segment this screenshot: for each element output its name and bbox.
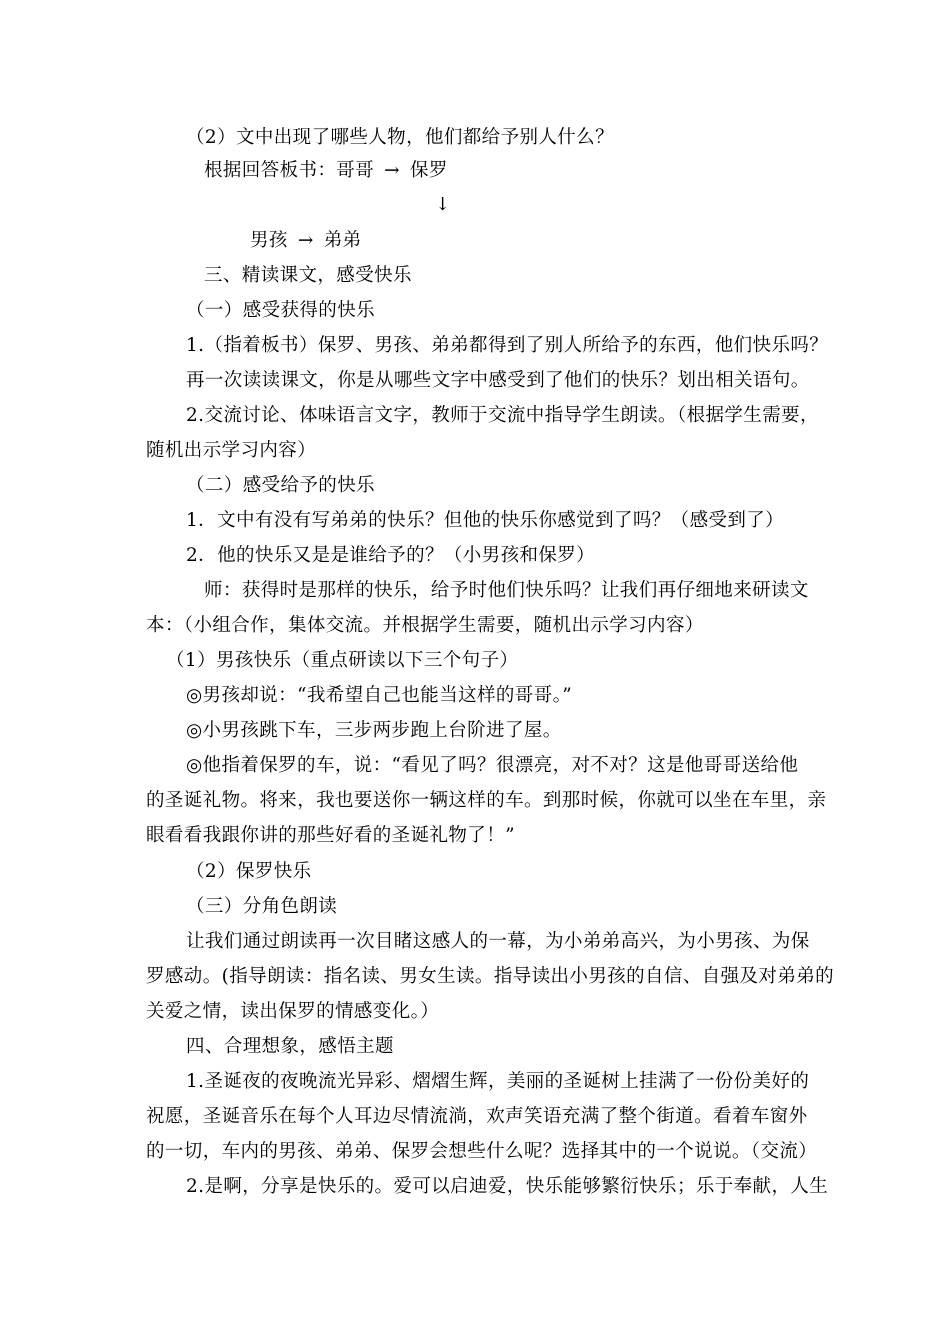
blackboard-line-2	[250, 229, 362, 253]
paragraph-line: 祝愿，圣诞音乐在每个人耳边尽情流淌，欢声笑语充满了整个街道。看着车窗外	[146, 1106, 808, 1127]
paragraph-line: 本：（小组合作，集体交流。并根据学生需要，随机出示学习内容）	[146, 615, 704, 636]
paragraph-line: 1．文中有没有写弟弟的快乐？但他的快乐你感觉到了吗？（感受到了）	[186, 510, 785, 531]
paragraph-line: 1.圣诞夜的夜晚流光异彩、熠熠生辉，美丽的圣诞树上挂满了一份份美好的	[186, 1071, 810, 1092]
blackboard-label: 根据回答板书：哥哥	[204, 160, 375, 181]
paragraph-line: 2.是啊，分享是快乐的。爱可以启迪爱，快乐能够繁衍快乐；乐于奉献，人生	[186, 1176, 829, 1197]
down-arrow-icon: ↓	[435, 194, 451, 215]
paragraph-line: 眼看看我跟你讲的那些好看的圣诞礼物了！”	[146, 825, 515, 846]
blackboard-label: 男孩	[250, 230, 288, 251]
paragraph-line: 2.交流讨论、体味语言文字，教师于交流中指导学生朗读。（根据学生需要，	[186, 405, 819, 426]
right-arrow-icon: →	[384, 160, 401, 181]
blackboard-line-1	[204, 159, 448, 183]
paragraph-line: 2．他的快乐又是是谁给予的？（小男孩和保罗）	[186, 545, 596, 566]
question-2-line: （2）文中出现了哪些人物，他们都给予别人什么？	[186, 127, 614, 148]
paragraph-line: 关爱之情，读出保罗的情感变化。）	[146, 1001, 440, 1022]
subsection-heading-3: （三）分角色朗读	[186, 896, 338, 917]
paragraph-line: 师：获得时是那样的快乐，给予时他们快乐吗？让我们再仔细地来研读文	[204, 580, 809, 601]
paragraph-line: 罗感动。(指导朗读：指名读、男女生读。指导读出小男孩的自信、自强及对弟弟的	[146, 966, 835, 987]
paragraph-line: 的圣诞礼物。将来，我也要送你一辆这样的车。到那时候，你就可以坐在车里，亲	[146, 790, 827, 811]
section-heading-3: 三、精读课文，感受快乐	[204, 265, 412, 286]
section-heading-4: 四、合理想象，感悟主题	[186, 1036, 394, 1057]
quote-sentence: ◎他指着保罗的车，说：“看见了吗？很漂亮，对不对？这是他哥哥送给他	[186, 755, 799, 776]
item-heading-1: （1）男孩快乐（重点研读以下三个句子）	[166, 650, 519, 671]
paragraph-line: 让我们通过朗读再一次目睹这感人的一幕，为小弟弟高兴，为小男孩、为保	[186, 931, 810, 952]
subsection-heading-1: （一）感受获得的快乐	[186, 300, 376, 321]
paragraph-line: 再一次读读课文，你是从哪些文字中感受到了他们的快乐？划出相关语句。	[186, 370, 810, 391]
item-heading-2: （2）保罗快乐	[186, 861, 312, 882]
paragraph-line: 1.（指着板书）保罗、男孩、弟弟都得到了别人所给予的东西，他们快乐吗？	[186, 335, 829, 356]
paragraph-line: 的一切，车内的男孩、弟弟、保罗会想些什么呢？选择其中的一个说说。（交流）	[146, 1141, 818, 1162]
blackboard-target: 弟弟	[323, 230, 362, 251]
blackboard-target: 保罗	[410, 160, 448, 181]
quote-sentence: ◎小男孩跳下车，三步两步跑上台阶进了屋。	[186, 720, 562, 741]
quote-sentence: ◎男孩却说：“我希望自己也能当这样的哥哥。”	[186, 685, 573, 706]
paragraph-line: 随机出示学习内容）	[146, 440, 317, 461]
subsection-heading-2: （二）感受给予的快乐	[186, 475, 376, 496]
right-arrow-icon: →	[297, 230, 314, 251]
